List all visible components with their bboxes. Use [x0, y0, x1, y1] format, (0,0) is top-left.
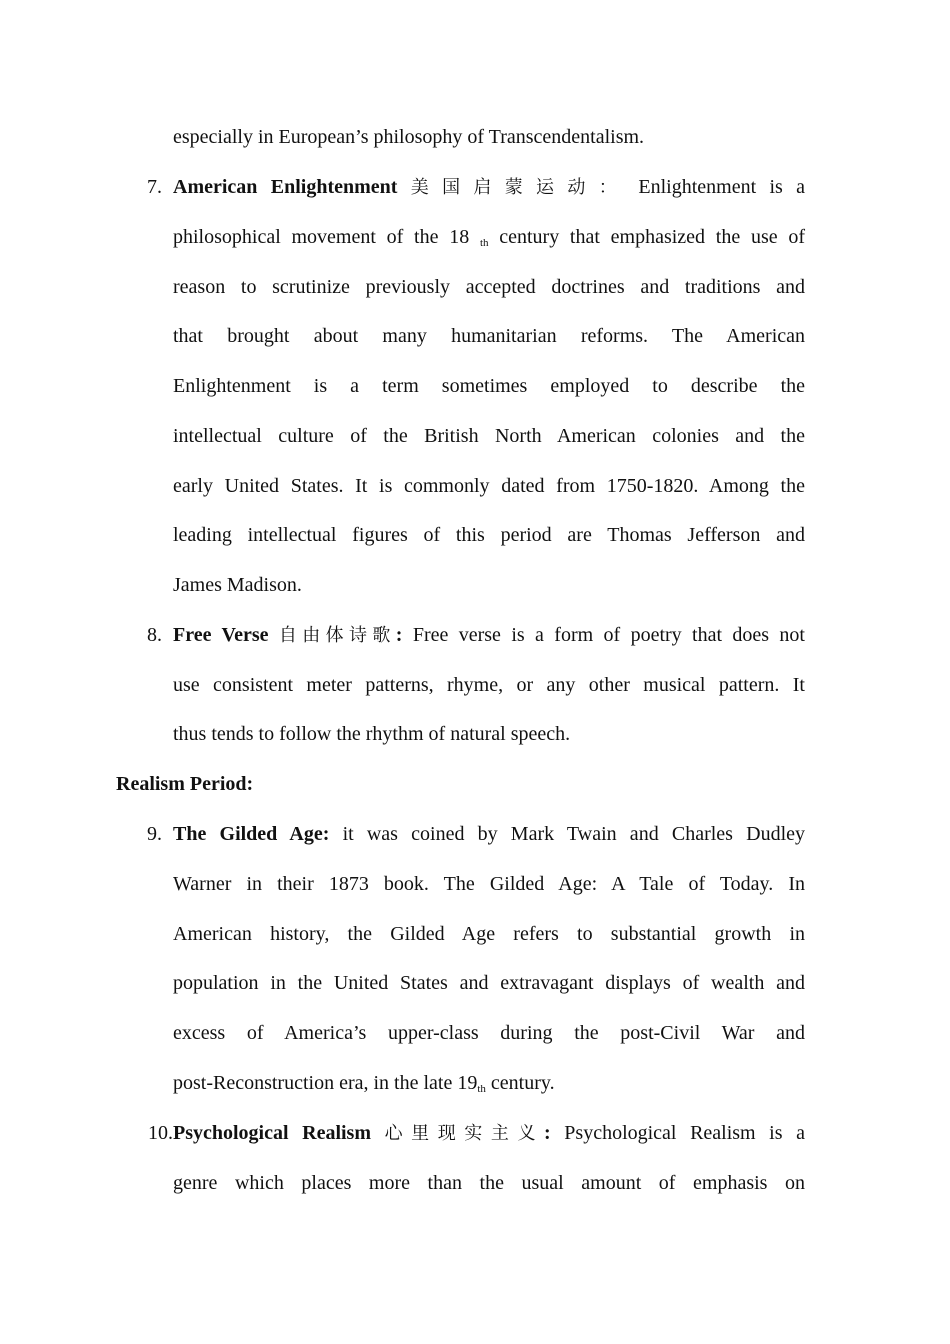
item-number: 7.: [147, 176, 162, 198]
item-7-line-2: [173, 224, 805, 253]
item-term-cn: 美国启蒙运动: [410, 177, 599, 198]
item-term-cn: 自由体诗歌: [278, 625, 396, 646]
item-8-line-1: [173, 622, 805, 649]
item-text: it was coined by Mark Twain and Charles Dudley: [342, 823, 806, 845]
item-term: Free Verse: [173, 624, 269, 646]
item-9-line-4: population in the United States and extravagant displays of wealth and: [173, 972, 805, 994]
item-number: 10.: [148, 1122, 173, 1144]
item-7-line-1: [173, 174, 805, 201]
item-7-line-3: reason to scrutinize previously accepted doctrines and traditions and: [173, 276, 805, 298]
item-9-line-5: excess of America’s upper-class during the post-Civil War and: [173, 1022, 805, 1044]
item-term: American Enlightenment: [173, 176, 398, 198]
item-text: century that emphasized the use of: [499, 226, 806, 248]
item-term-cn: 心里现实主义: [384, 1123, 545, 1144]
item-9-line-3: American history, the Gilded Age refers to substantial growth in: [173, 923, 805, 945]
item-8-line-3: thus tends to follow the rhythm of natural speech.: [173, 723, 571, 745]
item-term: Psychological Realism: [173, 1122, 371, 1144]
item-10-line-1: [173, 1120, 805, 1147]
item-text: post-Reconstruction era, in the late 19: [173, 1072, 478, 1094]
item-7-line-7: early United States. It is commonly dated from 1750-1820. Among the: [173, 475, 805, 497]
item-text: philosophical movement of the 18: [173, 226, 470, 248]
item-text: century.: [490, 1072, 555, 1094]
item-number: 9.: [147, 823, 162, 845]
item-separator: ：: [598, 177, 626, 198]
item-10-line-2: genre which places more than the usual amount of emphasis on: [173, 1172, 805, 1194]
item-8-line-2: use consistent meter patterns, rhyme, or any other musical pattern. It: [173, 674, 805, 696]
item-7-line-4: that brought about many humanitarian reforms. The American: [173, 325, 805, 347]
item-text: Psychological Realism is a: [564, 1122, 805, 1144]
item-9-line-6: [173, 1070, 555, 1099]
item-7-line-9: James Madison.: [173, 574, 302, 596]
item-7-line-6: intellectual culture of the British North American colonies and the: [173, 425, 805, 447]
item-9-line-1: [173, 821, 805, 847]
item-separator: :: [395, 624, 403, 646]
item-number: 8.: [147, 624, 162, 646]
item-separator: :: [544, 1122, 551, 1144]
item-text: Enlightenment is a: [638, 176, 805, 198]
item-term: The Gilded Age:: [173, 823, 330, 845]
intro-line: especially in European’s philosophy of Transcendentalism.: [173, 126, 645, 148]
section-heading: Realism Period:: [116, 773, 254, 795]
ordinal-suffix: th: [477, 1083, 486, 1095]
item-7-line-5: Enlightenment is a term sometimes employed to describe the: [173, 375, 805, 397]
item-7-line-8: leading intellectual figures of this period are Thomas Jefferson and: [173, 524, 805, 546]
ordinal-suffix: th: [479, 237, 489, 249]
item-9-line-2: Warner in their 1873 book. The Gilded Age: A Tale of Today. In: [173, 873, 805, 895]
item-text: Free verse is a form of poetry that does not: [412, 624, 805, 646]
